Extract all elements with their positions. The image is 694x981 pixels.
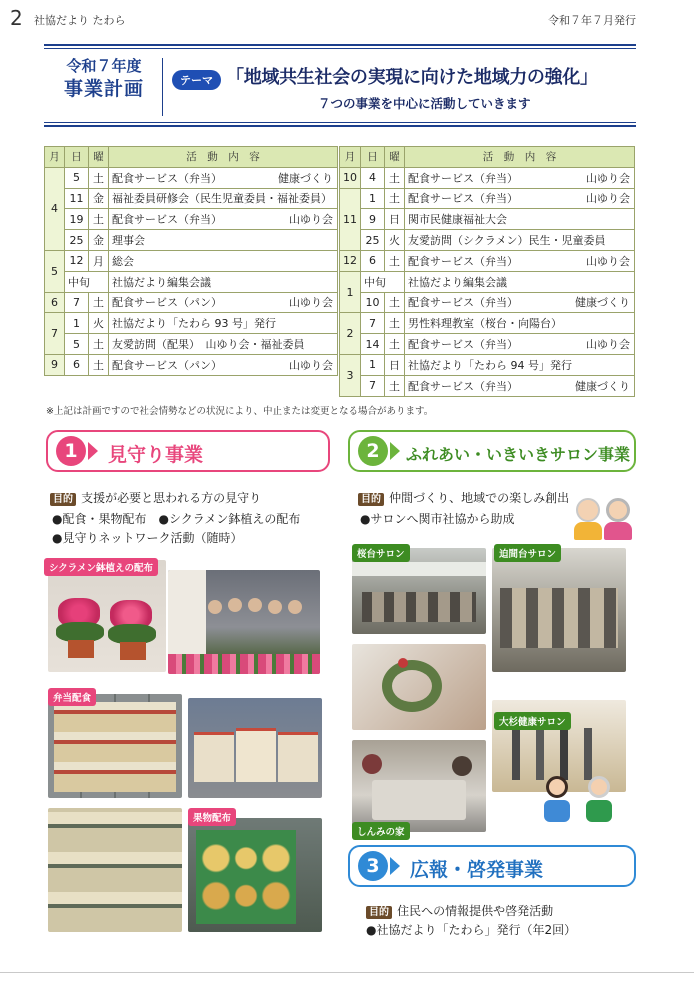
wreath-icon — [382, 660, 442, 712]
day-cell: 1 — [65, 313, 89, 334]
schedule-note: ※上記は計画ですので社会情勢などの状況により、中止または変更となる場合があります。 — [46, 406, 434, 417]
schedule-row — [340, 334, 635, 355]
col-month: 月 — [45, 147, 65, 168]
activity-group: 山ゆり会 — [289, 358, 333, 372]
bento-stack — [194, 732, 234, 782]
schedule-table-right — [339, 146, 635, 397]
schedule-row — [45, 209, 338, 230]
day-cell: 1 — [361, 354, 385, 375]
col-activity: 活 動 内 容 — [109, 147, 338, 168]
activity-cell — [109, 354, 338, 375]
weekday-cell: 日 — [385, 209, 405, 230]
activity-text: 配食サービス（弁当） — [408, 171, 518, 185]
activity-cell — [109, 313, 338, 334]
section2-purpose — [358, 487, 569, 506]
activity-group: 山ゆり会 — [289, 213, 333, 227]
fruit-boxes — [196, 830, 296, 924]
schedule-row — [45, 271, 338, 292]
plan-year: 令和７年度 — [66, 57, 142, 75]
activity-text: 友愛訪問（シクラメン）民生・児童委員 — [408, 234, 606, 248]
schedule-row — [45, 250, 338, 271]
month-cell: 4 — [45, 167, 65, 250]
schedule-row — [45, 313, 338, 334]
activity-cell — [109, 188, 338, 209]
month-cell: 11 — [340, 188, 361, 250]
activity-cell — [405, 313, 635, 334]
day-cell: 19 — [65, 209, 89, 230]
cyclamen-photo — [48, 560, 166, 672]
activity-group: 山ゆり会 — [586, 171, 630, 185]
section2-bullet1: ●サロンへ関市社協から助成 — [360, 512, 515, 526]
activity-text: 配食サービス（パン） — [112, 358, 222, 372]
activity-text: 社協だより「たわら 94 号」発行 — [408, 358, 572, 372]
activity-group: 山ゆり会 — [586, 254, 630, 268]
day-cell: 4 — [361, 167, 385, 188]
activity-group: 山ゆり会 — [586, 338, 630, 352]
activity-cell — [109, 292, 338, 313]
header-rule — [44, 44, 636, 46]
weekday-cell: 日 — [385, 354, 405, 375]
activity-cell — [405, 334, 635, 355]
osugi-label: 大杉健康サロン — [494, 712, 571, 730]
section3-header — [348, 845, 636, 887]
month-cell: 12 — [340, 250, 361, 271]
bento-photo-2 — [48, 808, 182, 932]
person-icon — [268, 600, 282, 614]
people-seated — [362, 592, 476, 622]
purpose-tag: 目的 — [358, 493, 384, 506]
schedule-row — [45, 354, 338, 375]
activity-text: 配食サービス（弁当） — [408, 338, 518, 352]
activity-text: 配食サービス（パン） — [112, 296, 222, 310]
section1-purpose — [50, 487, 261, 506]
pot-icon — [68, 640, 94, 658]
weekday-cell: 月 — [89, 250, 109, 271]
purpose-text: 支援が必要と思われる方の見守り — [81, 491, 262, 505]
activity-group: 山ゆり会 — [586, 192, 630, 206]
schedule-row — [45, 292, 338, 313]
month-cell: 9 — [45, 354, 65, 375]
day-cell: 10 — [361, 292, 385, 313]
schedule-row — [45, 167, 338, 188]
col-day: 日 — [65, 147, 89, 168]
pot-icon — [120, 642, 146, 660]
weekday-cell: 火 — [385, 230, 405, 251]
schedule-row — [45, 188, 338, 209]
activity-cell — [405, 167, 635, 188]
schedule-table-left — [44, 146, 338, 376]
day-cell: 7 — [361, 313, 385, 334]
col-month: 月 — [340, 147, 361, 168]
schedule-row — [340, 209, 635, 230]
wreath-craft-photo — [352, 644, 486, 730]
section1-bullet2: ●見守りネットワーク活動（随時） — [52, 531, 243, 545]
purpose-text: 住民への情報提供や啓発活動 — [397, 904, 554, 918]
elder-body — [586, 800, 612, 822]
theme-badge: テーマ — [172, 70, 221, 90]
schedule-row — [45, 334, 338, 355]
day-cell: 中旬 — [361, 271, 405, 292]
month-cell: 1 — [340, 271, 361, 313]
sakomadai-label: 迫間台サロン — [494, 544, 561, 562]
activity-cell — [109, 250, 338, 271]
section3-title: 広報・啓発事業 — [410, 859, 544, 881]
purpose-tag: 目的 — [50, 493, 76, 506]
sakomadai-photo — [492, 548, 626, 672]
schedule-row — [340, 167, 635, 188]
berry-icon — [398, 658, 408, 668]
bento-label: 弁当配食 — [48, 688, 96, 706]
section3-purpose — [366, 900, 553, 919]
wrapped-bento-photo — [188, 698, 322, 798]
activity-text: 社協だより「たわら 93 号」発行 — [112, 317, 276, 331]
activity-group: 山ゆり会 — [289, 296, 333, 310]
section3-bullet1: ●社協だより「たわら」発行（年2回） — [366, 923, 577, 937]
day-cell: 5 — [65, 167, 89, 188]
section3-arrow-icon — [390, 857, 400, 875]
cyclamen-label: シクラメン鉢植えの配布 — [44, 558, 158, 576]
person-icon — [288, 600, 302, 614]
month-cell: 3 — [340, 354, 361, 396]
weekday-cell: 土 — [89, 334, 109, 355]
elderly-couple-illustration — [572, 492, 636, 542]
schedule-row — [340, 292, 635, 313]
day-cell: 1 — [361, 188, 385, 209]
person-icon — [208, 600, 222, 614]
grandma-body — [604, 522, 632, 540]
child-icon — [546, 776, 568, 798]
person-icon — [228, 598, 242, 612]
header-rule-thin — [44, 48, 636, 49]
activity-cell — [405, 209, 635, 230]
header-rule-bottom-thin — [44, 122, 636, 123]
weekday-cell: 土 — [385, 292, 405, 313]
activity-cell — [405, 230, 635, 251]
activity-group: 健康づくり — [575, 296, 630, 310]
weekday-cell: 土 — [89, 167, 109, 188]
weekday-cell: 土 — [385, 334, 405, 355]
day-cell: 11 — [65, 188, 89, 209]
activity-text: 友愛訪問（配果） 山ゆり会・福祉委員 — [112, 338, 305, 352]
day-cell: 5 — [65, 334, 89, 355]
month-cell: 6 — [45, 292, 65, 313]
fruit-photo — [188, 818, 322, 932]
section1-arrow-icon — [88, 442, 98, 460]
purpose-tag: 目的 — [366, 906, 392, 919]
col-weekday: 曜 — [89, 147, 109, 168]
activity-group: 健康づくり — [575, 379, 630, 393]
activity-cell — [405, 292, 635, 313]
person-icon — [512, 730, 520, 780]
schedule-row — [340, 188, 635, 209]
weekday-cell: 土 — [89, 354, 109, 375]
day-cell: 7 — [361, 375, 385, 396]
day-cell: 12 — [65, 250, 89, 271]
activity-text: 総会 — [112, 254, 134, 268]
activity-text: 社協だより編集会議 — [408, 275, 507, 289]
weekday-cell: 土 — [89, 292, 109, 313]
leaves-icon — [108, 624, 156, 644]
issue-date: 令和７年７月発行 — [548, 14, 636, 27]
sakuradai-label: 桜台サロン — [352, 544, 410, 562]
activity-text: 社協だより編集会議 — [112, 275, 211, 289]
month-cell: 10 — [340, 167, 361, 188]
activity-text: 理事会 — [112, 234, 145, 248]
month-cell: 7 — [45, 313, 65, 355]
schedule-row — [45, 230, 338, 251]
person-icon — [248, 598, 262, 612]
day-cell: 14 — [361, 334, 385, 355]
section2-arrow-icon — [390, 442, 400, 460]
shinmi-photo — [352, 740, 486, 832]
page-bottom-edge — [0, 972, 694, 973]
section3-number: 3 — [358, 851, 388, 881]
plan-heading — [50, 56, 158, 120]
weekday-cell: 土 — [89, 209, 109, 230]
bento-boxes — [54, 702, 176, 792]
weekday-cell: 土 — [385, 313, 405, 334]
weekday-cell: 金 — [89, 230, 109, 251]
flowers-row — [168, 654, 320, 674]
person-icon — [362, 754, 382, 774]
volunteers-photo — [168, 570, 320, 674]
child-body — [544, 800, 570, 822]
activity-cell — [109, 271, 338, 292]
col-weekday: 曜 — [385, 147, 405, 168]
table-icon — [372, 780, 466, 820]
weekday-cell: 土 — [385, 375, 405, 396]
weekday-cell: 火 — [89, 313, 109, 334]
bento-stack — [278, 732, 318, 782]
bento-photo — [48, 694, 182, 798]
people-seated — [500, 588, 618, 648]
activity-text: 福祉委員研修会（民生児童委員・福祉委員） — [112, 192, 332, 206]
day-cell: 7 — [65, 292, 89, 313]
activity-text: 配食サービス（弁当） — [408, 296, 518, 310]
grandpa-body — [574, 522, 602, 540]
activity-cell — [405, 375, 635, 396]
newsletter-name: 社協だより たわら — [34, 14, 126, 27]
weekday-cell: 土 — [385, 250, 405, 271]
section1-header — [46, 430, 330, 472]
bento-stack — [236, 728, 276, 782]
schedule-row — [340, 250, 635, 271]
day-cell: 9 — [361, 209, 385, 230]
day-cell: 中旬 — [65, 271, 109, 292]
theme-subtitle: ７つの事業を中心に活動していきます — [318, 96, 531, 111]
section1-title: 見守り事業 — [108, 444, 204, 466]
activity-text: 配食サービス（弁当） — [408, 192, 518, 206]
col-day: 日 — [361, 147, 385, 168]
day-cell: 6 — [361, 250, 385, 271]
weekday-cell: 土 — [385, 167, 405, 188]
month-cell: 2 — [340, 313, 361, 355]
day-cell: 6 — [65, 354, 89, 375]
activity-text: 配食サービス（弁当） — [408, 254, 518, 268]
section1-number: 1 — [56, 436, 86, 466]
activity-cell — [405, 250, 635, 271]
activity-cell — [109, 230, 338, 251]
theme-title: 「地域共生社会の実現に向けた地域力の強化」 — [226, 67, 598, 88]
day-cell: 25 — [65, 230, 89, 251]
activity-text: 配食サービス（弁当） — [112, 171, 222, 185]
activity-cell — [405, 188, 635, 209]
weekday-cell: 土 — [385, 188, 405, 209]
windows — [352, 562, 486, 576]
weekday-cell: 金 — [89, 188, 109, 209]
activity-cell — [109, 334, 338, 355]
leaves-icon — [56, 622, 104, 642]
activity-cell — [109, 167, 338, 188]
plan-title: 事業計画 — [63, 78, 144, 100]
schedule-row — [340, 271, 635, 292]
schedule-row — [340, 375, 635, 396]
day-cell: 25 — [361, 230, 385, 251]
activity-text: 配食サービス（弁当） — [408, 379, 518, 393]
shinmi-label: しんみの家 — [352, 822, 410, 840]
fruit-label: 果物配布 — [188, 808, 236, 826]
schedule-row — [340, 230, 635, 251]
section2-number: 2 — [358, 436, 388, 466]
purpose-text: 仲間づくり、地域での楽しみ創出 — [389, 491, 570, 505]
page-number: 2 — [10, 6, 23, 30]
activity-cell — [109, 209, 338, 230]
schedule-row — [340, 313, 635, 334]
header-rule-bottom — [44, 125, 636, 127]
section2-title: ふれあい・いきいきサロン事業 — [406, 445, 631, 464]
schedule-row — [340, 354, 635, 375]
section1-bullet1: ●配食・果物配布 ●シクラメン鉢植えの配布 — [52, 512, 301, 526]
person-icon — [452, 756, 472, 776]
grandma-icon — [606, 498, 630, 522]
activity-cell — [405, 354, 635, 375]
heading-divider — [162, 58, 163, 116]
col-activity: 活 動 内 容 — [405, 147, 635, 168]
elder-icon — [588, 776, 610, 798]
month-cell: 5 — [45, 250, 65, 292]
grandpa-icon — [576, 498, 600, 522]
activity-text: 男性料理教室（桜台・向陽台） — [408, 317, 562, 331]
children-illustration — [540, 772, 624, 834]
section2-header — [348, 430, 636, 472]
activity-text: 配食サービス（弁当） — [112, 213, 222, 227]
activity-group: 健康づくり — [278, 171, 333, 185]
activity-cell — [405, 271, 635, 292]
activity-text: 関市民健康福祉大会 — [408, 213, 507, 227]
